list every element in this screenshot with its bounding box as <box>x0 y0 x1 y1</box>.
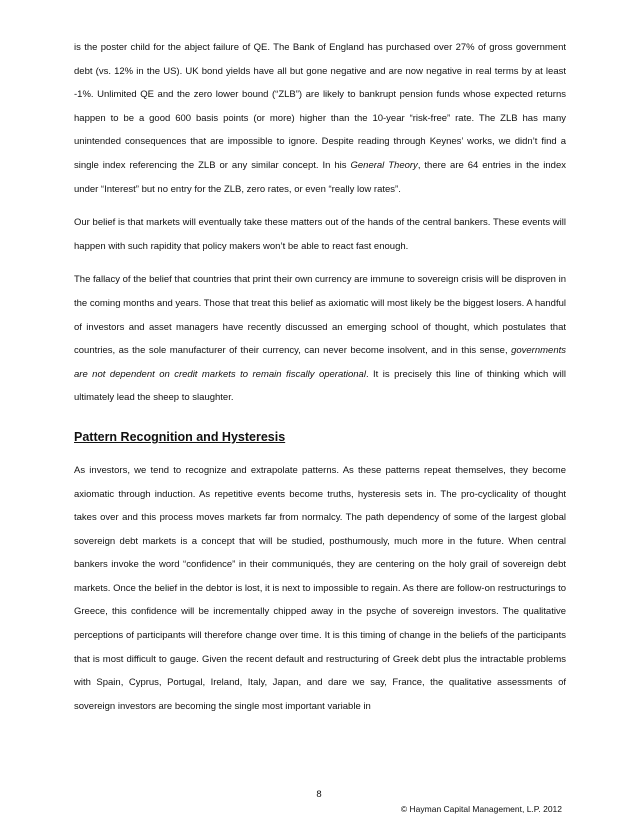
section-heading: Pattern Recognition and Hysteresis <box>74 429 286 444</box>
paragraph-pattern-recognition: As investors, we tend to recognize and extrapolate patterns. As these patterns repeat themselves, they become axiomatic through induction. As repetitive events become truths, hysteresis sets in. The pro-cyclicality of thought takes over and this process moves markets far from normalcy. The path dependency of some of the largest global sovereign debt markets is a concept that will be studied, posthumously, much more in the future. When central bankers invoke the word “confidence” in their communiqués, they are centering on the holy grail of sovereign debt markets. Once the belief in the debtor is lost, it is next to impossible to regain. As there are follow-on restructurings to Greece, this confidence will be incrementally chipped away in the psyche of sovereign investors. The qualitative perceptions of participants will therefore change over time. It is this timing of change in the beliefs of the participants that is most difficult to gauge. Given the recent default and restructuring of Greek debt plus the intractable problems with Spain, Cyprus, Portugal, Ireland, Italy, Japan, and dare we say, France, the qualitative assessments of sovereign investors are becoming the single most important variable in <box>74 464 566 712</box>
paragraph-fallacy <box>74 268 566 410</box>
paragraph-zlb <box>74 36 566 201</box>
document-page <box>74 36 566 718</box>
fiscal-emphasis: governments are not dependent on credit markets to remain fiscally operational <box>74 345 566 380</box>
paragraph-zlb-text-c: , there are 64 entries in the index under “Interest” but no entry for the ZLB, zero rates, or even “really low rates”. <box>74 159 566 195</box>
copyright-notice: © Hayman Capital Management, L.P. 2012 <box>400 804 562 814</box>
page-number: 8 <box>316 789 322 800</box>
general-theory-title: General Theory <box>350 159 418 171</box>
paragraph-zlb-text-a: is the poster child for the abject failure of QE. The Bank of England has purchased over 27% of gross government debt (vs. 12% in the US). UK bond yields have all but gone negative and are now negative in real terms by at least -1%. Unlimited QE and the zero lower bound (“ZLB”) are likely to bankrupt pension funds whose expected returns happen to be a good 600 basis points (or more) higher than the 10-year “risk-free” rate. The ZLB has many unintended consequences that are impossible to ignore. Despite reading through Keynes’ works, we didn’t find a single index referencing the ZLB or any similar concept. In his <box>74 42 566 171</box>
paragraph-fallacy-text-a: The fallacy of the belief that countries that print their own currency are immune to sovereign crisis will be disproven in the coming months and years. Those that treat this belief as axiomatic will most likely be the biggest losers. A handful of investors and asset managers have recently discussed an emerging school of thought, which postulates that countries, as the sole manufacturer of their currency, can never become insolvent, and in this sense, <box>74 274 566 357</box>
paragraph-markets-belief: Our belief is that markets will eventually take these matters out of the hands of the central bankers. These events will happen with such rapidity that policy makers won’t be able to react fast enough. <box>74 217 566 252</box>
paragraph-fallacy-text-c: . It is precisely this line of thinking which will ultimately lead the sheep to slaughter. <box>74 368 566 404</box>
